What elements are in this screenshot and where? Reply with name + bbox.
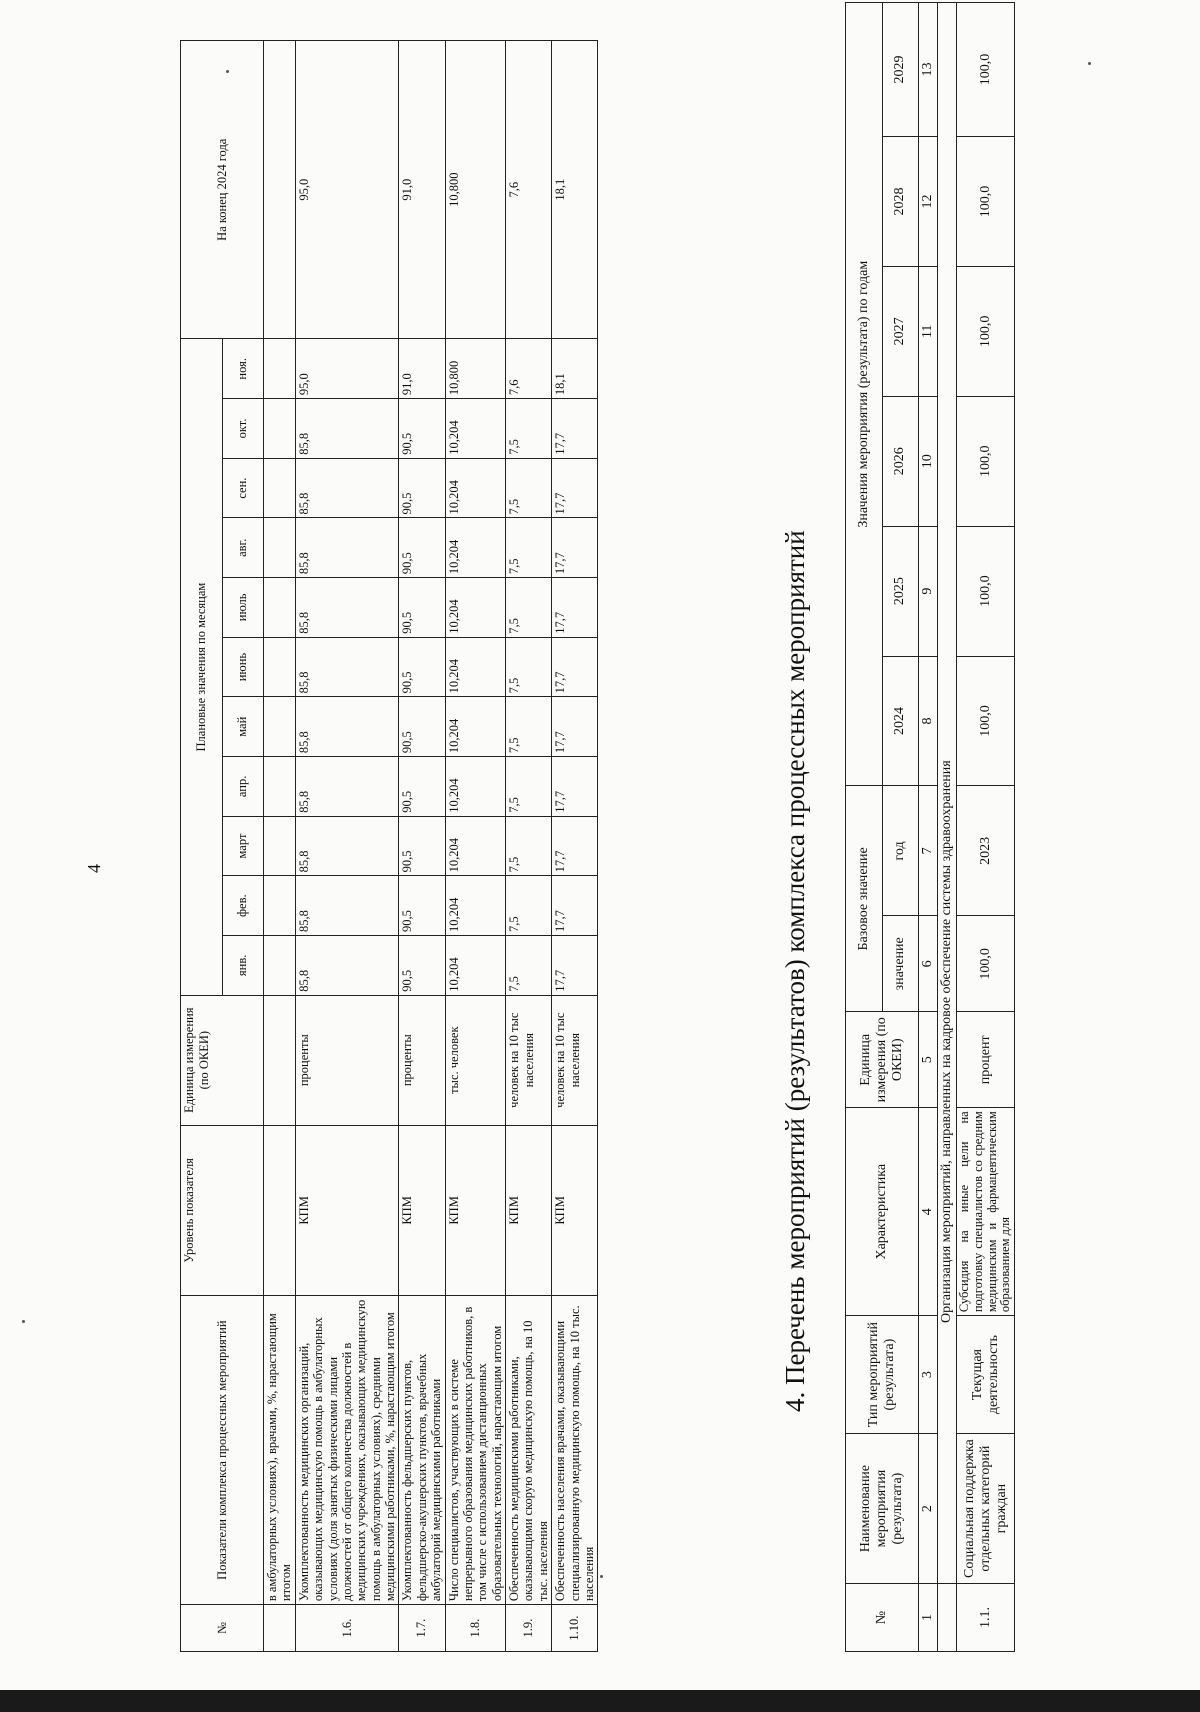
month-value: 7,6 <box>506 339 552 399</box>
indicator-level: КПМ <box>506 1125 552 1295</box>
month-header: май <box>222 697 264 757</box>
year-end-value: 7,6 <box>506 41 552 339</box>
indicator-level: КПМ <box>295 1125 399 1295</box>
column-number: 3 <box>919 1316 938 1434</box>
measure-year-value: 100,0 <box>957 656 1015 786</box>
month-value: 7,5 <box>506 876 552 936</box>
indicator-unit: проценты <box>295 995 399 1125</box>
month-value: 85,8 <box>295 518 399 578</box>
measures-table <box>845 2 1015 1652</box>
month-value: 85,8 <box>295 399 399 459</box>
year-end-value: 95,0 <box>295 41 399 339</box>
measure-characteristic: Субсидия на иные цели на подготовку специалистов со средним медицинским и фармацевтическим образованием для <box>957 1108 1015 1316</box>
indicator-num: 1.10. <box>552 1605 598 1652</box>
year-header: 2024 <box>882 656 919 786</box>
measure-year-value: 100,0 <box>957 266 1015 396</box>
year-end-value: 91,0 <box>399 41 445 339</box>
column-number: 10 <box>919 396 938 526</box>
month-value: 91,0 <box>399 339 445 399</box>
m-header-base-year: год <box>882 786 919 916</box>
column-number: 7 <box>919 786 938 916</box>
measure-base-value: 100,0 <box>957 916 1015 1012</box>
month-value: 90,5 <box>399 816 445 876</box>
month-value: 7,5 <box>506 936 552 996</box>
column-numbers-row <box>919 3 938 1652</box>
indicators-body <box>295 41 598 1652</box>
measure-name: Социальная поддержка отдельных категорий граждан <box>957 1434 1015 1584</box>
month-header: фев. <box>222 876 264 936</box>
column-number: 6 <box>919 916 938 1012</box>
month-value: 10,204 <box>445 697 506 757</box>
column-number: 1 <box>919 1584 938 1652</box>
month-value: 10,204 <box>445 936 506 996</box>
header-year-end: На конец 2024 года <box>181 41 264 339</box>
indicator-name: Число специалистов, участвующих в системе непрерывного образования медицинских работников, в том числе с использованием дистанционных образовательных технологий, нарастающим итогом <box>445 1296 506 1605</box>
month-value: 85,8 <box>295 458 399 518</box>
month-value: 17,7 <box>552 399 598 459</box>
indicator-level: КПМ <box>552 1125 598 1295</box>
month-value: 17,7 <box>552 518 598 578</box>
month-value: 17,7 <box>552 757 598 817</box>
group-title-row <box>938 3 957 1652</box>
month-value: 17,7 <box>552 637 598 697</box>
month-value: 17,7 <box>552 876 598 936</box>
continuation-text: в амбулаторных условиях), врачами, %, нарастающим итогом <box>264 1296 296 1605</box>
month-value: 10,800 <box>445 339 506 399</box>
month-value: 10,204 <box>445 458 506 518</box>
m-header-type: Тип мероприятий (результата) <box>846 1316 919 1434</box>
column-number: 12 <box>919 137 938 267</box>
year-header: 2025 <box>882 526 919 656</box>
month-value: 17,7 <box>552 697 598 757</box>
month-value: 85,8 <box>295 936 399 996</box>
column-number: 13 <box>919 3 938 137</box>
month-value: 7,5 <box>506 637 552 697</box>
indicator-num: 1.6. <box>295 1605 399 1652</box>
month-value: 85,8 <box>295 697 399 757</box>
page-number: 4 <box>84 864 104 873</box>
m-header-unit: Единица измерения (по ОКЕИ) <box>846 1012 919 1108</box>
column-number: 9 <box>919 526 938 656</box>
month-value: 7,5 <box>506 697 552 757</box>
month-value: 90,5 <box>399 399 445 459</box>
month-value: 95,0 <box>295 339 399 399</box>
measures-body <box>957 3 1015 1652</box>
month-value: 18,1 <box>552 339 598 399</box>
indicator-unit: тыс. человек <box>445 995 506 1125</box>
indicators-table <box>180 40 598 1652</box>
month-value: 90,5 <box>399 757 445 817</box>
indicator-unit: человек на 10 тыс населения <box>506 995 552 1125</box>
month-header: янв. <box>222 936 264 996</box>
scan-speck <box>1088 62 1091 65</box>
scan-speck <box>22 1320 25 1323</box>
measure-year-value: 100,0 <box>957 396 1015 526</box>
month-value: 7,5 <box>506 816 552 876</box>
month-header: авг. <box>222 518 264 578</box>
m-header-by-years: Значения мероприятия (результата) по годам <box>846 3 883 786</box>
indicator-level: КПМ <box>399 1125 445 1295</box>
month-value: 17,7 <box>552 936 598 996</box>
indicators-header-row <box>181 41 223 1652</box>
measure-year-value: 100,0 <box>957 526 1015 656</box>
column-number: 4 <box>919 1108 938 1316</box>
year-header: 2027 <box>882 266 919 396</box>
header-monthly: Плановые значения по месяцам <box>181 339 223 995</box>
measure-year-value: 100,0 <box>957 137 1015 267</box>
month-value: 10,204 <box>445 816 506 876</box>
indicator-num: 1.9. <box>506 1605 552 1652</box>
month-value: 7,5 <box>506 458 552 518</box>
continuation-row <box>264 41 296 1652</box>
month-value: 17,7 <box>552 458 598 518</box>
indicator-num: 1.7. <box>399 1605 445 1652</box>
m-header-characteristic: Характеристика <box>846 1108 919 1316</box>
month-value: 90,5 <box>399 637 445 697</box>
indicator-row <box>399 41 445 1652</box>
column-number: 8 <box>919 656 938 786</box>
measure-base-year: 2023 <box>957 786 1015 916</box>
year-end-value: 10,800 <box>445 41 506 339</box>
month-value: 10,204 <box>445 757 506 817</box>
year-header: 2026 <box>882 396 919 526</box>
month-value: 85,8 <box>295 637 399 697</box>
month-header: апр. <box>222 757 264 817</box>
scan-speck <box>600 1575 603 1578</box>
m-header-num: № <box>846 1584 919 1652</box>
month-value: 90,5 <box>399 518 445 578</box>
indicator-name: Обеспеченность населения врачами, оказывающими специализированную медицинскую помощь, на 10 тыс. населения <box>552 1296 598 1605</box>
indicator-row <box>445 41 506 1652</box>
month-value: 10,204 <box>445 399 506 459</box>
month-value: 17,7 <box>552 816 598 876</box>
indicator-row <box>295 41 399 1652</box>
month-value: 90,5 <box>399 936 445 996</box>
header-unit: Единица измерения (по ОКЕИ) <box>181 995 264 1125</box>
month-value: 85,8 <box>295 578 399 638</box>
month-header: март <box>222 816 264 876</box>
measure-type: Текущая деятельность <box>957 1316 1015 1434</box>
m-header-name: Наименование мероприятия (результата) <box>846 1434 919 1584</box>
indicator-row <box>552 41 598 1652</box>
measure-row <box>957 3 1015 1652</box>
indicator-name: Обеспеченность медицинскими работниками, оказывающими скорую медицинскую помощь, на 10 тыс. населения <box>506 1296 552 1605</box>
month-header: сен. <box>222 458 264 518</box>
section-title: 4. Перечень мероприятий (результатов) комплекса процессных мероприятий <box>780 530 810 1412</box>
indicator-num: 1.8. <box>445 1605 506 1652</box>
measures-header-row <box>846 3 883 1652</box>
scan-bottom-edge <box>0 1690 1200 1712</box>
month-value: 10,204 <box>445 876 506 936</box>
year-header: 2028 <box>882 137 919 267</box>
month-value: 17,7 <box>552 578 598 638</box>
column-number: 11 <box>919 266 938 396</box>
month-value: 90,5 <box>399 578 445 638</box>
indicator-unit: проценты <box>399 995 445 1125</box>
year-end-value: 18,1 <box>552 41 598 339</box>
month-value: 85,8 <box>295 876 399 936</box>
month-value: 10,204 <box>445 518 506 578</box>
m-header-base: Базовое значение <box>846 786 883 1012</box>
month-value: 10,204 <box>445 578 506 638</box>
column-number: 2 <box>919 1434 938 1584</box>
indicator-level: КПМ <box>445 1125 506 1295</box>
measure-num: 1.1. <box>957 1584 1015 1652</box>
m-header-base-value: значение <box>882 916 919 1012</box>
measure-unit: процент <box>957 1012 1015 1108</box>
year-header: 2029 <box>882 3 919 137</box>
month-header: июнь <box>222 637 264 697</box>
indicator-name: Укомплектованность фельдшерских пунктов, фельдшерско-акушерских пунктов, врачебных амбулаторий медицинскими работниками <box>399 1296 445 1605</box>
month-value: 7,5 <box>506 757 552 817</box>
scan-speck <box>226 70 229 73</box>
group-title: Организация мероприятий, направленных на кадровое обеспечение системы здравоохранения <box>938 3 957 1584</box>
month-value: 85,8 <box>295 816 399 876</box>
month-header: ноя. <box>222 339 264 399</box>
month-header: июль <box>222 578 264 638</box>
indicator-row <box>506 41 552 1652</box>
month-value: 7,5 <box>506 518 552 578</box>
indicator-name: Укомплектованность медицинских организаций, оказывающих медицинскую помощь в амбулаторных условиях (доля занятых физическими лицами должностей от общего количества должностей в медицинских учреждениях, оказывающих медицинскую помощь в амбулаторных условиях), средними медицинскими работниками, %, нарастающим итогом <box>295 1296 399 1605</box>
month-value: 7,5 <box>506 578 552 638</box>
header-num: № <box>181 1605 264 1652</box>
month-value: 90,5 <box>399 697 445 757</box>
month-value: 7,5 <box>506 399 552 459</box>
header-level: Уровень показателя <box>181 1125 264 1295</box>
month-value: 90,5 <box>399 876 445 936</box>
month-value: 10,204 <box>445 637 506 697</box>
indicator-unit: человек на 10 тыс населения <box>552 995 598 1125</box>
header-indicator: Показатели комплекса процессных мероприятий <box>181 1296 264 1605</box>
month-value: 85,8 <box>295 757 399 817</box>
measure-year-value: 100,0 <box>957 3 1015 137</box>
month-value: 90,5 <box>399 458 445 518</box>
column-number: 5 <box>919 1012 938 1108</box>
month-header: окт. <box>222 399 264 459</box>
